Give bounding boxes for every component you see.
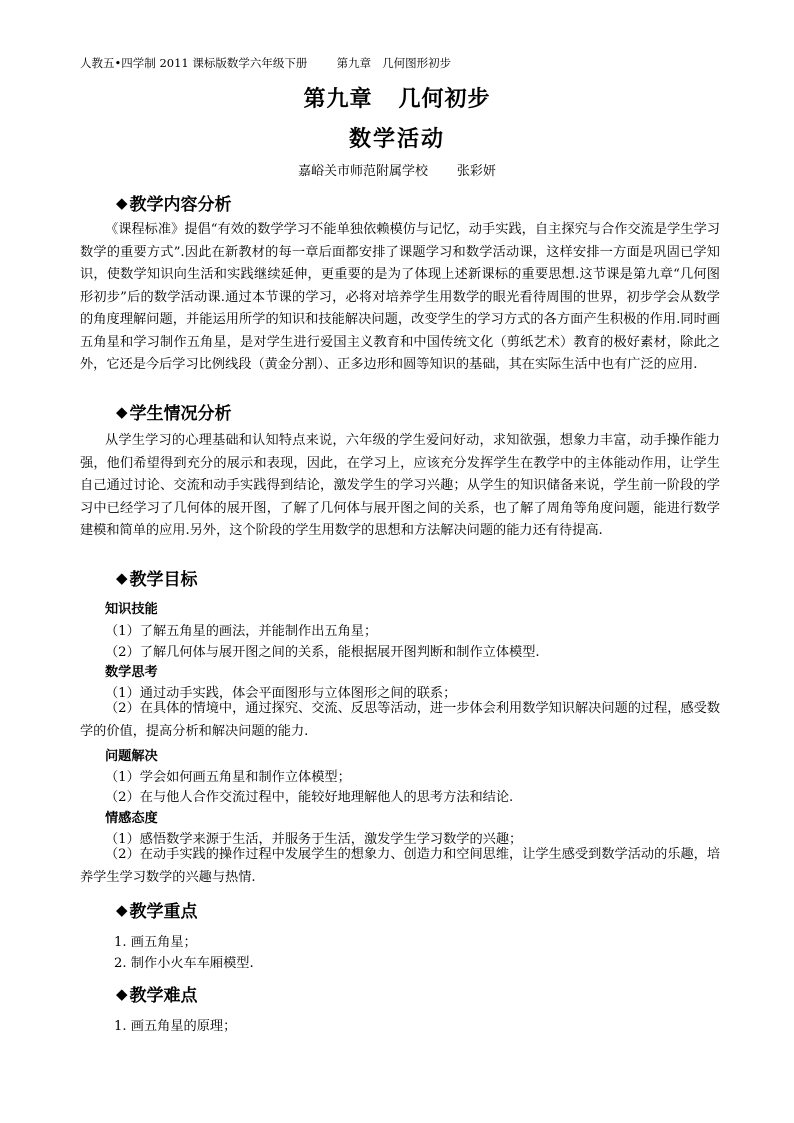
section-heading-key	[116, 897, 198, 922]
goal-item: （2）在与他人合作交流过程中，能较好地理解他人的思考方法和结论.	[105, 790, 514, 805]
section-heading-label: 教学目标	[129, 570, 198, 590]
goal-item: （1）了解五角星的画法，并能制作出五角星；	[105, 624, 378, 639]
running-header: 人教五•四学制 2011 课标版数学六年级下册 第九章 几何图形初步	[80, 56, 452, 70]
subheading-problem: 问题解决	[105, 749, 158, 764]
diamond-bullet-icon: ◆	[116, 984, 128, 1003]
list-item: 1. 画五角星的原理；	[114, 1019, 237, 1034]
diamond-bullet-icon: ◆	[116, 193, 128, 212]
content-analysis-paragraph: 《课程标准》提倡“有效的数学学习不能单独依赖模仿与记忆，动手实践，自主探究与合作交流是学生学习数学的重要方式”.因此在新教材的每一章后面都安排了课题学习和数学活动课，这样安排一方面是巩固已学知识，使数学知识向生活和实践继续延伸，更重要的是为了体现上述新课标的重要思想.这节课是第九章“几何图形初步”后的数学活动课.通过本节课的学习，必将对培养学生用数学的眼光看待周围的世界，初步学会从数学的角度理解问题，并能运用所学的知识和技能解决问题，改变学生的学习方式的各方面产生积极的作用.同时画五角星和学习制作五角星，是对学生进行爱国主义教育和中国传统文化（剪纸艺术）教育的极好素材，除此之外，它还是今后学习比例线段（黄金分割）、正多边形和圆等知识的基础，其在实际生活中也有广泛的应用.	[80, 222, 720, 372]
author-line: 嘉峪关市师范附属学校 张彩妍	[298, 164, 496, 179]
section-heading-label: 教学内容分析	[129, 195, 232, 215]
student-analysis-paragraph: 从学生学习的心理基础和认知特点来说，六年级的学生爱问好动，求知欲强，想象力丰富，动手操作能力强，他们希望得到充分的展示和表现，因此，在学习上，应该充分发挥学生在教学中的主体能动作用，让学生自己通过讨论、交流和动手实践得到结论，激发学生的学习兴趣；从学生的知识储备来说，学生前一阶段的学习中已经学习了几何体的展开图，了解了几何体与展开图之间的关系，也了解了周角等角度问题，能进行数学建模和简单的应用.另外，这个阶段的学生用数学的思想和方法解决问题的能力还有待提高.	[80, 433, 720, 538]
lesson-title: 数学活动	[348, 126, 445, 152]
list-item: 1. 画五角星；	[114, 935, 197, 950]
goal-item: （2）在具体的情境中，通过探究、交流、反思等活动，进一步体会利用数学知识解决问题的过程，感受数学的价值，提高分析和解决问题的能力.	[80, 701, 721, 739]
goal-item: （1）学会如何画五角星和制作立体模型；	[105, 770, 351, 785]
chapter-title: 第九章 几何初步	[303, 86, 491, 112]
subheading-knowledge: 知识技能	[105, 602, 158, 617]
section-heading-label: 学生情况分析	[129, 404, 232, 424]
subheading-attitude: 情感态度	[105, 811, 158, 826]
section-heading-label: 教学难点	[129, 986, 198, 1006]
list-item: 2. 制作小火车车厢模型.	[114, 956, 254, 971]
diamond-bullet-icon: ◆	[116, 900, 128, 919]
section-heading-difficulty	[116, 981, 198, 1006]
goal-item: （1）通过动手实践，体会平面图形与立体图形之间的联系；	[105, 686, 457, 701]
subheading-thinking: 数学思考	[105, 665, 158, 680]
section-heading-goals	[116, 565, 198, 590]
goal-item: （2）了解几何体与展开图之间的关系，能根据展开图判断和制作立体模型.	[105, 645, 540, 660]
goal-item: （1）感悟数学来源于生活，并服务于生活，激发学生学习数学的兴趣；	[105, 832, 523, 847]
goal-item: （2）在动手实践的操作过程中发展学生的想象力、创造力和空间思维，让学生感受到数学活动的乐趣，培养学生学习数学的兴趣与热情.	[80, 847, 721, 885]
diamond-bullet-icon: ◆	[116, 568, 128, 587]
section-heading-students	[116, 399, 232, 424]
section-heading-label: 教学重点	[129, 902, 198, 922]
diamond-bullet-icon: ◆	[116, 402, 128, 421]
section-heading-content	[116, 190, 232, 215]
